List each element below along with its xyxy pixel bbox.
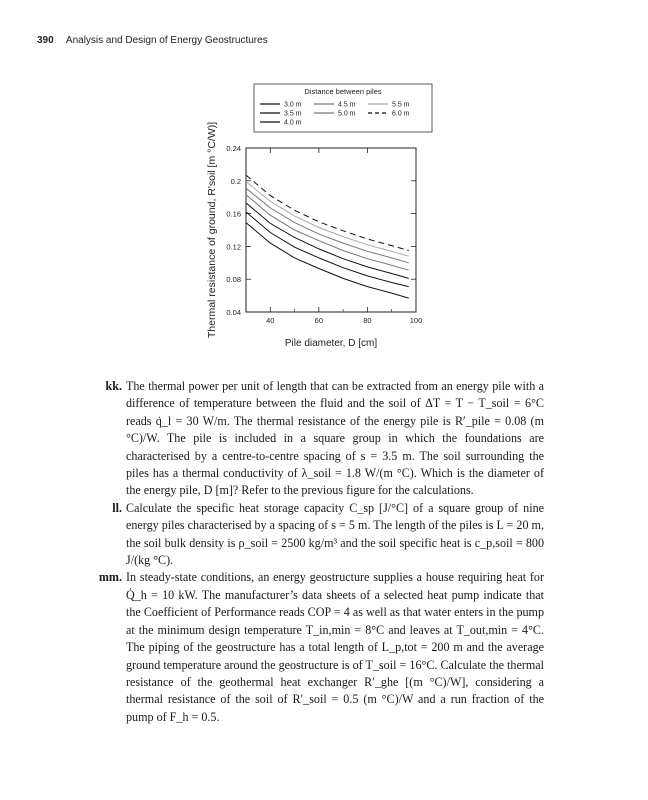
plot-frame: [246, 148, 416, 312]
running-title: Analysis and Design of Energy Geostructures: [65, 35, 268, 46]
y-axis-label: Thermal resistance of ground, R'soil [m °C/W)]: [206, 121, 218, 339]
legend-label: 3.0 m: [284, 101, 302, 109]
legend-label: 3.5 m: [284, 110, 302, 118]
problem-list: [86, 378, 544, 726]
problem-text: The thermal power per unit of length that can be extracted from an energy pile with a difference of temperature between the fluid and the soil of ΔT = T − T_soil = 6°C reads q̇_l = 30 W/m. The thermal resistance of the energy pile is R′_pile = 0.08 (m °C)/W. The pile is included in a square group in which the foundations are characterised by a centre-to-centre spacing of s = 3.5 m. The soil surrounding the piles has a thermal conductivity of λ_soil = 1.8 W/(m °C). Which is the diameter of the energy pile, D [m]? Refer to the previous figure for the calculations.: [126, 379, 544, 498]
y-tick-label: 0.12: [226, 242, 241, 252]
figure-chart: [200, 80, 436, 362]
problem-kk: [86, 378, 544, 500]
problem-ll: [86, 500, 544, 570]
x-tick-label: 100: [409, 316, 423, 325]
problem-label: mm.: [98, 570, 122, 585]
y-tick-label: 0.04: [226, 308, 241, 317]
legend-label: 5.5 m: [392, 101, 410, 109]
legend-label: 5.0 m: [338, 110, 356, 118]
x-axis-label: Pile diameter, D [cm]: [284, 338, 378, 349]
series-line-30m: [246, 223, 409, 299]
problem-text: In steady-state conditions, an energy geostructure supplies a house requiring heat for Q̇_h = 10 kW. The manufacturer’s data sheets of a selected heat pump indicate that the Coefficient of Performance reads COP = 4 as well as that water enters in the pump at the minimum design temperature T_in,min = 8°C and leaves at T_out,min = 4°C. The piping of the geostructure has a total length of L_p,tot = 200 m and the average ground temperature around the geostructure is of T_soil = 16°C. Calculate the thermal resistance of the geothermal heat exchanger R′_ghe [(m °C)/W], considering a thermal resistance of the soil of R′_soil = 0.5 (m °C)/W and a run fraction of the pump of F_h = 0.5.: [126, 570, 544, 724]
problem-label: ll.: [112, 500, 122, 515]
series-line-55m: [246, 182, 409, 257]
y-tick-label: 0.2: [230, 176, 241, 186]
y-tick-label: 0.16: [226, 209, 241, 219]
series-line-60m: [246, 175, 409, 250]
series-line-50m: [246, 188, 409, 263]
problem-text: Calculate the specific heat storage capacity C_sp [J/°C] of a square group of nine energy piles characterised by a spacing of s = 5 m. The length of the piles is L = 20 m, the soil bulk density is ρ_soil = 2500 kg/m³ and the soil specific heat is c_p,soil = 800 J/(kg °C).: [126, 500, 544, 568]
page-number: 390: [37, 35, 54, 46]
legend-title: Distance between piles: [304, 87, 382, 96]
series-line-40m: [246, 203, 409, 279]
x-tick-label: 80: [363, 316, 372, 325]
y-tick-label: 0.08: [226, 275, 241, 285]
problem-mm: [86, 569, 544, 726]
page-header: [37, 35, 268, 46]
x-tick-label: 60: [314, 316, 324, 325]
legend-label: 6.0 m: [392, 110, 410, 118]
legend-label: 4.5 m: [338, 101, 356, 109]
problem-label: kk.: [105, 379, 122, 393]
legend-label: 4.0 m: [284, 119, 302, 127]
x-tick-label: 40: [266, 316, 275, 325]
y-tick-label: 0.24: [226, 144, 241, 153]
